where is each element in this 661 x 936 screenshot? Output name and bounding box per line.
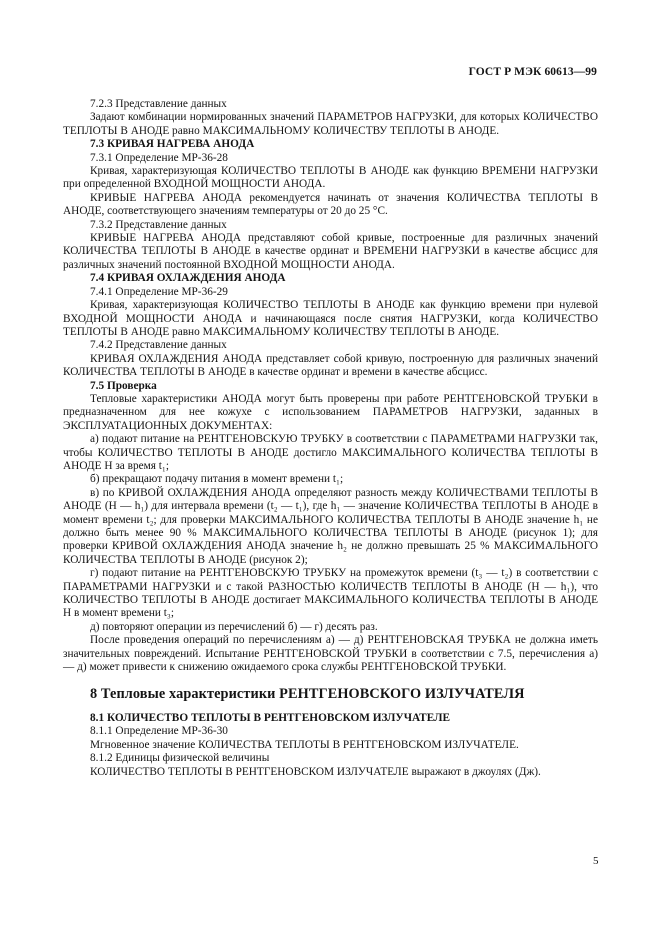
document-body (63, 98, 598, 779)
paragraph: После проведения операций по перечислениям а) — д) РЕНТГЕНОВСКАЯ ТРУБКА не должна иметь значительных повреждений. Испытание РЕНТГЕНОВСКОЙ ТРУБКИ в соответствии с 7.5, перечисления а) — д) может привести к снижению ожидаемого срока службы РЕНТГЕНОВСКОЙ ТРУБКИ. (63, 634, 598, 674)
list-item: б) прекращают подачу питания в момент времени t₁; (90, 473, 344, 486)
subsection-heading: 7.4.2 Представление данных (90, 339, 227, 352)
subsection-heading: 7.2.3 Представление данных (90, 98, 227, 110)
subsection-heading: 8.1.2 Единицы физической величины (90, 752, 270, 765)
paragraph: Тепловые характеристики АНОДА могут быть проверены при работе РЕНТГЕНОВСКОЙ ТРУБКИ в предназначенном для нее кожухе с использованием ПАРАМЕТРОВ НАГРУЗКИ, заданных в ЭКСПЛУАТАЦИОННЫХ ДОКУМЕНТАХ: (63, 392, 598, 432)
list-item: а) подают питание на РЕНТГЕНОВСКУЮ ТРУБКУ в соответствии с ПАРАМЕТРАМИ НАГРУЗКИ так, чтобы КОЛИЧЕСТВО ТЕПЛОТЫ В АНОДЕ достигло МАКСИМАЛЬНОГО КОЛИЧЕСТВА ТЕПЛОТЫ В АНОДЕ H за время t₁; (63, 433, 598, 472)
list-item: в) по КРИВОЙ ОХЛАЖДЕНИЯ АНОДА определяют разность между КОЛИЧЕСТВАМИ ТЕПЛОТЫ В АНОДЕ (H — h₁) для интервала времени (t₂ — t₁), где h₁ — значение КОЛИЧЕСТВА ТЕПЛОТЫ В АНОДЕ в момент времени t₂; для проверки МАКСИМАЛЬНОГО КОЛИЧЕСТВА ТЕПЛОТЫ В АНОДЕ значение h₁ не должно быть менее 90 % МАКСИМАЛЬНОГО КОЛИЧЕСТВА ТЕПЛОТЫ В АНОДЕ (рисунок 1); для проверки КРИВОЙ ОХЛАЖДЕНИЯ АНОДА значение h₂ не должно превышать 25 % МАКСИМАЛЬНОГО КОЛИЧЕСТВА ТЕПЛОТЫ В АНОДЕ (рисунок 2); (63, 486, 598, 566)
subsection-heading: 7.4.1 Определение МР-36-29 (90, 285, 228, 298)
section-heading: 7.3 КРИВАЯ НАГРЕВА АНОДА (90, 138, 255, 151)
page-number: 5 (593, 855, 599, 867)
paragraph: Кривая, характеризующая КОЛИЧЕСТВО ТЕПЛОТЫ В АНОДЕ как функцию ВРЕМЕНИ НАГРУЗКИ при определенной ВХОДНОЙ МОЩНОСТИ АНОДА. (63, 165, 598, 191)
paragraph: Мгновенное значение КОЛИЧЕСТВА ТЕПЛОТЫ В РЕНТГЕНОВСКОМ ИЗЛУЧАТЕЛЕ. (90, 738, 519, 751)
list-item: г) подают питание на РЕНТГЕНОВСКУЮ ТРУБКУ на промежуток времени (t₃ — t₂) в соответствии с ПАРАМЕТРАМИ НАГРУЗКИ и с такой РАЗНОСТЬЮ КОЛИЧЕСТВ ТЕПЛОТЫ В АНОДЕ (H — h₁), что КОЛИЧЕСТВО ТЕПЛОТЫ В АНОДЕ достигает МАКСИМАЛЬНОГО КОЛИЧЕСТВА ТЕПЛОТЫ В АНОДЕ H в момент времени t₃; (63, 567, 598, 620)
list-item: д) повторяют операции из перечислений б) — г) десять раз. (90, 620, 378, 633)
paragraph: КРИВАЯ ОХЛАЖДЕНИЯ АНОДА представляет собой кривую, построенную для различных значений КОЛИЧЕСТВА ТЕПЛОТЫ В АНОДЕ в качестве ординат и времени в качестве абсцисс. (63, 352, 598, 379)
chapter-heading: 8 Тепловые характеристики РЕНТГЕНОВСКОГО ИЗЛУЧАТЕЛЯ (90, 686, 525, 703)
section-heading: 7.4 КРИВАЯ ОХЛАЖДЕНИЯ АНОДА (90, 272, 286, 285)
subsection-heading: 7.3.2 Представление данных (90, 218, 227, 231)
paragraph: КРИВЫЕ НАГРЕВА АНОДА рекомендуется начинать от значения КОЛИЧЕСТВА ТЕПЛОТЫ В АНОДЕ, соответствующего значениям температуры от 20 до 25 °С. (63, 191, 598, 218)
paragraph: Кривая, характеризующая КОЛИЧЕСТВО ТЕПЛОТЫ В АНОДЕ как функцию времени при нулевой ВХОДНОЙ МОЩНОСТИ АНОДА и начинающаяся после снятия НАГРУЗКИ, когда КОЛИЧЕСТВО ТЕПЛОТЫ В АНОДЕ равно МАКСИМАЛЬНОМУ КОЛИЧЕСТВУ ТЕПЛОТЫ В АНОДЕ. (63, 299, 598, 338)
section-heading: 7.5 Проверка (90, 379, 157, 392)
subsection-heading: 8.1.1 Определение МР-36-30 (90, 725, 228, 738)
subsection-heading: 7.3.1 Определение МР-36-28 (90, 151, 228, 164)
paragraph: КРИВЫЕ НАГРЕВА АНОДА представляют собой кривые, построенные для различных значений КОЛИЧЕСТВА ТЕПЛОТЫ В АНОДЕ в качестве ординат и ВРЕМЕНИ НАГРУЗКИ в качестве абсцисс для различных значений постоянной ВХОДНОЙ МОЩНОСТИ АНОДА. (63, 232, 598, 271)
paragraph: Задают комбинации нормированных значений ПАРАМЕТРОВ НАГРУЗКИ, для которых КОЛИЧЕСТВО ТЕПЛОТЫ В АНОДЕ равно МАКСИМАЛЬНОМУ КОЛИЧЕСТВУ ТЕПЛОТЫ В АНОДЕ. (63, 111, 598, 137)
paragraph: КОЛИЧЕСТВО ТЕПЛОТЫ В РЕНТГЕНОВСКОМ ИЗЛУЧАТЕЛЕ выражают в джоулях (Дж). (90, 765, 541, 778)
standard-header: ГОСТ Р МЭК 60613—99 (468, 66, 597, 78)
section-heading: 8.1 КОЛИЧЕСТВО ТЕПЛОТЫ В РЕНТГЕНОВСКОМ ИЗЛУЧАТЕЛЕ (90, 711, 451, 724)
